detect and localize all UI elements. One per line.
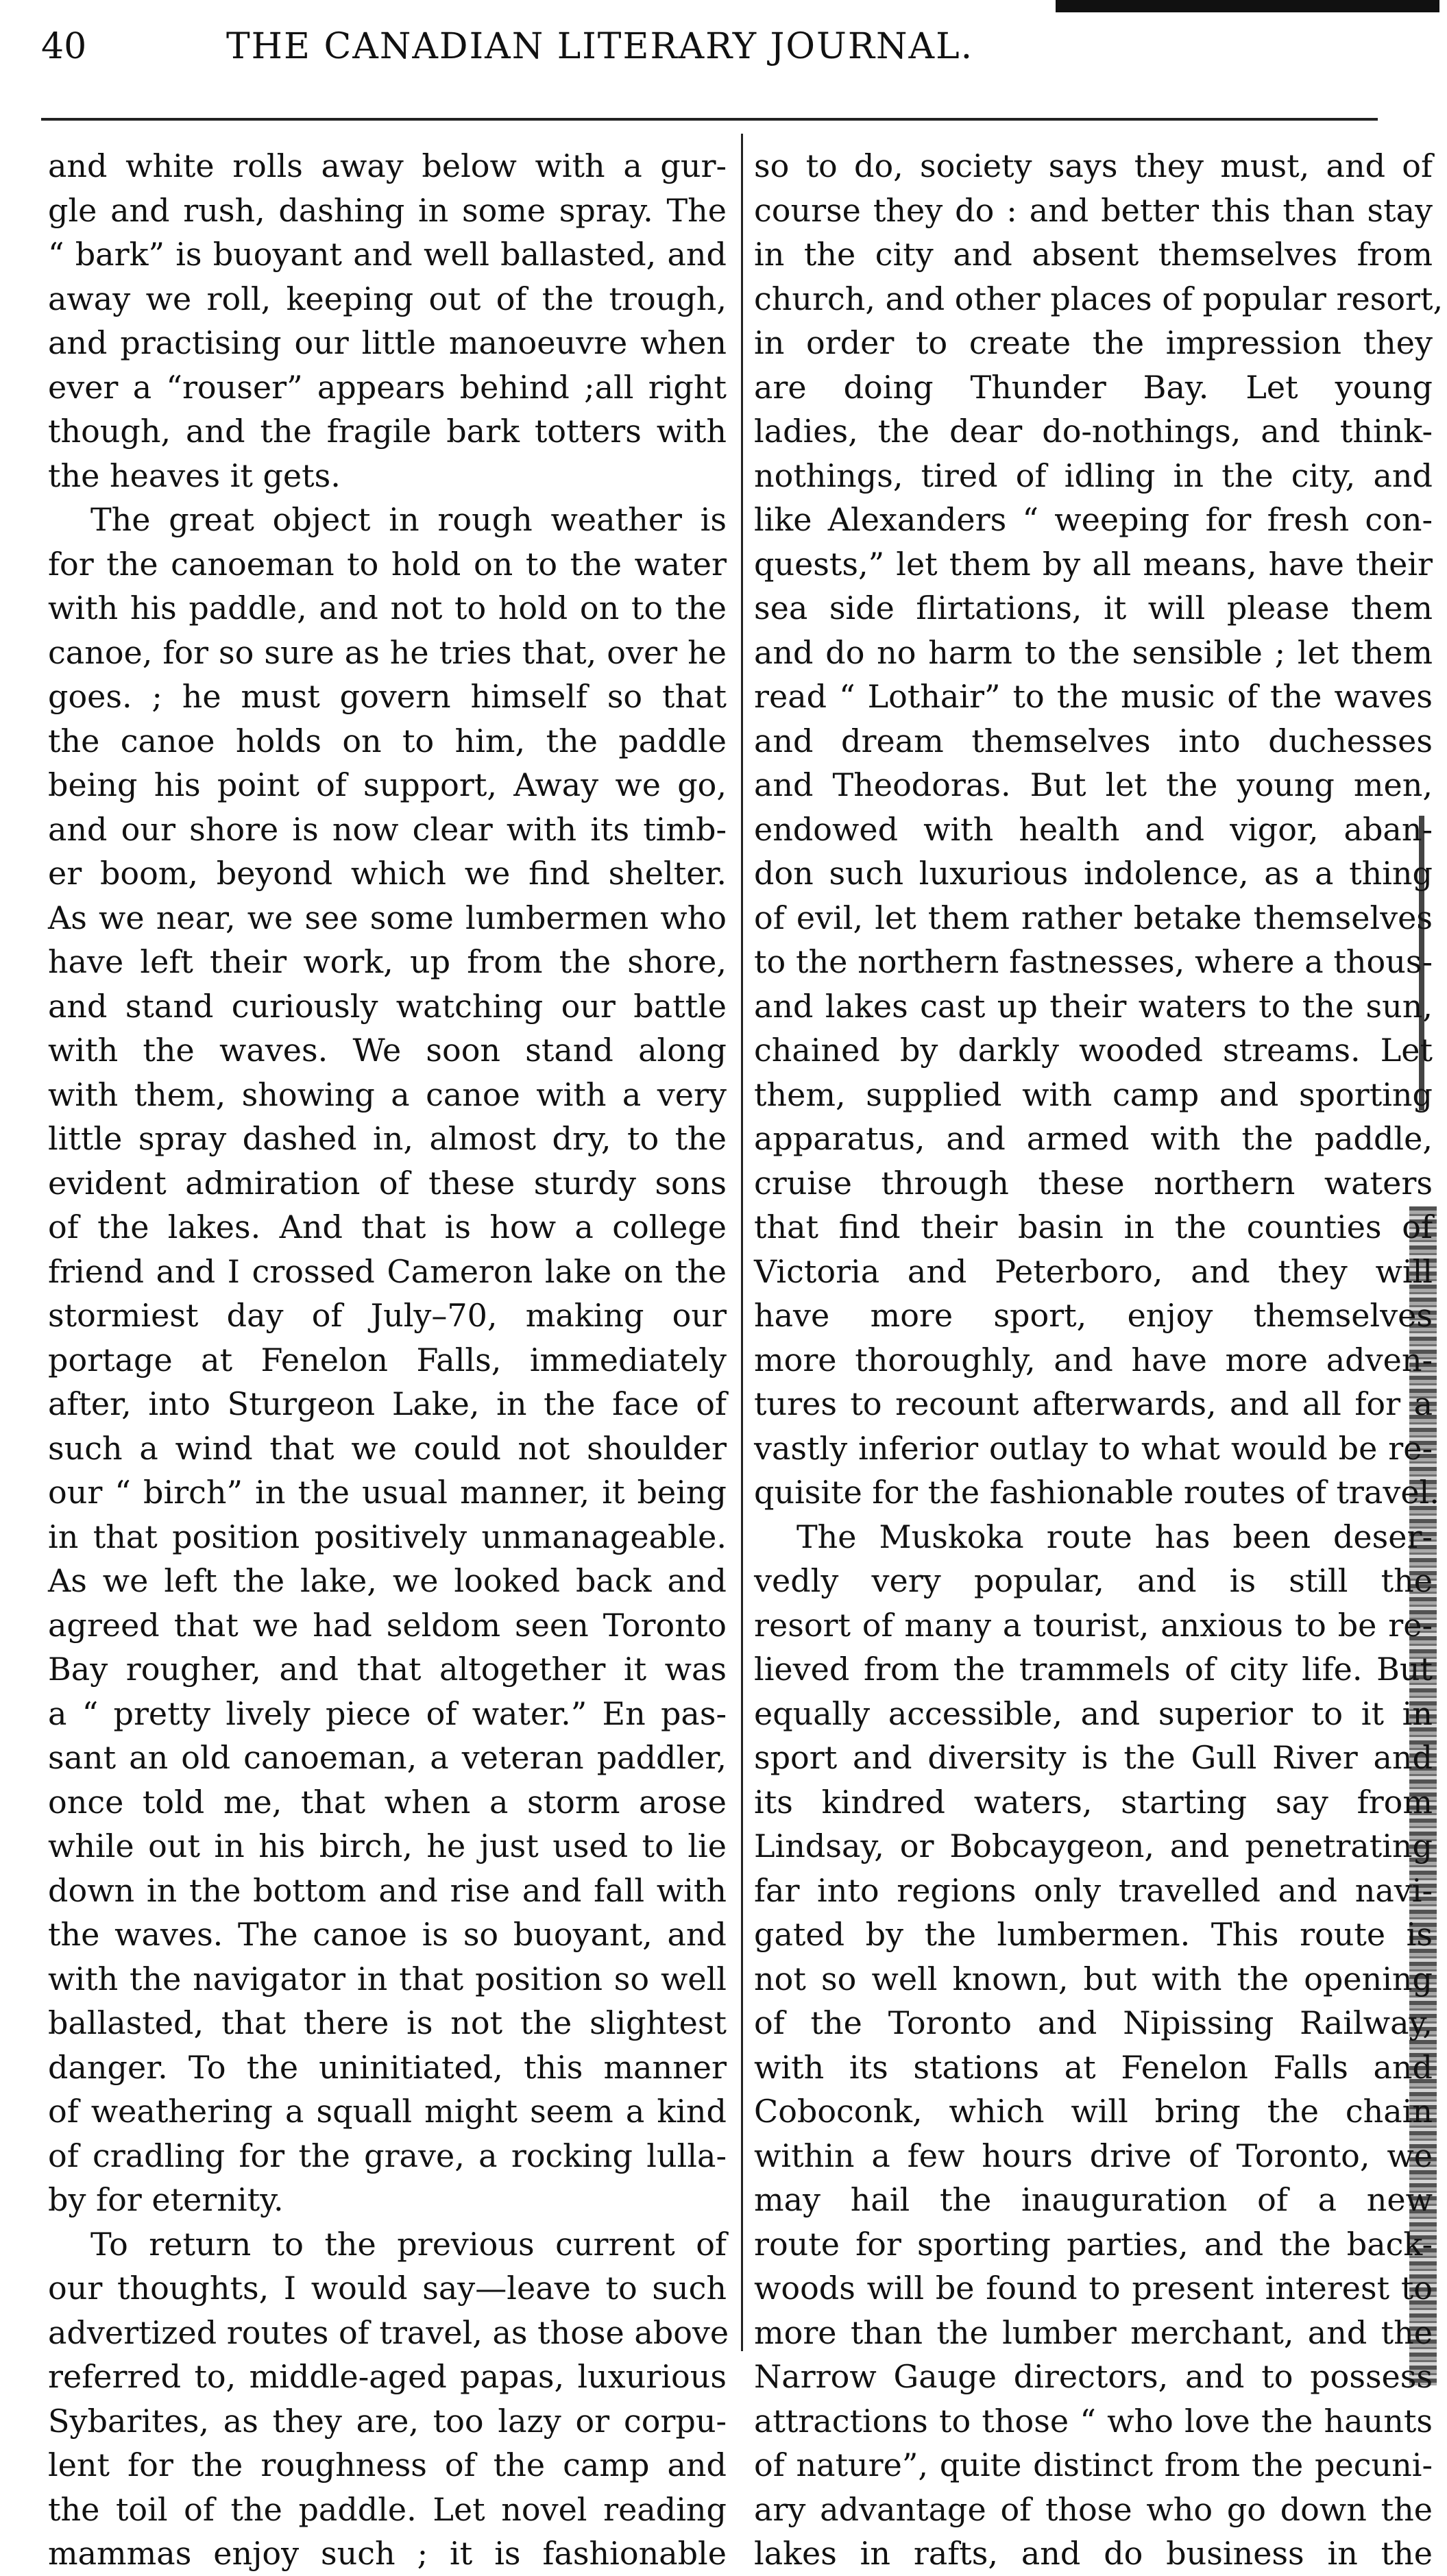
text-line: in that position positively unmanageable. <box>48 1518 727 1555</box>
text-line: to the northern fastnesses, where a thous- <box>754 943 1433 980</box>
text-line: and our shore is now clear with its timb- <box>48 810 727 848</box>
text-line: away we roll, keeping out of the trough, <box>48 280 727 317</box>
text-line: our “ birch” in the usual manner, it being <box>48 1474 727 1511</box>
text-line: little spray dashed in, almost dry, to the <box>48 1120 727 1157</box>
text-line: and white rolls away below with a gur- <box>48 147 727 184</box>
text-line: advertized routes of travel, as those above <box>48 2313 729 2351</box>
text-line: our thoughts, I would say—leave to such <box>48 2270 727 2307</box>
text-line: friend and I crossed Cameron lake on the <box>48 1252 727 1290</box>
text-line: that find their basin in the counties of <box>754 1208 1433 1246</box>
text-line: referred to, middle-aged papas, luxurious <box>48 2358 727 2395</box>
text-line: “ bark” is buoyant and well ballasted, and <box>48 236 727 273</box>
text-line: As we left the lake, we looked back and <box>48 1562 727 1599</box>
text-line: The Muskoka route has been deser- <box>797 1518 1433 1555</box>
column-rule <box>741 134 743 2351</box>
page-number: 40 <box>41 26 87 67</box>
left-column <box>48 144 727 2576</box>
text-line: within a few hours drive of Toronto, we <box>754 2137 1433 2174</box>
text-line: like Alexanders “ weeping for fresh con- <box>754 501 1433 538</box>
text-line: resort of many a tourist, anxious to be re- <box>754 1606 1433 1644</box>
text-line: by for eternity. <box>48 2181 284 2218</box>
text-line: the heaves it gets. <box>48 457 341 494</box>
text-line: attractions to those “ who love the haunts <box>754 2402 1433 2440</box>
text-line: Sybarites, as they are, too lazy or corpu- <box>48 2402 727 2440</box>
text-line: of cradling for the grave, a rocking lulla- <box>48 2137 727 2174</box>
text-line: read “ Lothair” to the music of the waves <box>754 678 1433 715</box>
text-line: once told me, that when a storm arose <box>48 1783 727 1821</box>
text-line: the waves. The canoe is so buoyant, and <box>48 1916 727 1953</box>
text-line: To return to the previous current of <box>90 2225 727 2263</box>
text-line: endowed with health and vigor, aban- <box>754 810 1433 848</box>
text-line: while out in his birch, he just used to lie <box>48 1827 727 1864</box>
text-line: agreed that we had seldom seen Toronto <box>48 1606 727 1644</box>
text-line: may hail the inauguration of a new <box>754 2181 1433 2218</box>
text-line: with its stations at Fenelon Falls and <box>754 2048 1433 2086</box>
text-line: are doing Thunder Bay. Let young <box>754 368 1433 406</box>
text-line: mammas enjoy such ; it is fashionable <box>48 2535 727 2572</box>
text-line: sport and diversity is the Gull River and <box>754 1739 1433 1776</box>
text-line: The great object in rough weather is <box>90 501 727 538</box>
top-thick-rule <box>1056 0 1439 12</box>
text-line: vastly inferior outlay to what would be re- <box>754 1429 1433 1467</box>
text-line: and dream themselves into duchesses <box>754 722 1433 760</box>
text-line: and Theodoras. But let the young men, <box>754 766 1433 803</box>
text-line: the canoe holds on to him, the paddle <box>48 722 727 760</box>
text-line: of the lakes. And that is how a college <box>48 1208 727 1246</box>
text-line: its kindred waters, starting say from <box>754 1783 1433 1821</box>
text-line: route for sporting parties, and the back- <box>754 2225 1433 2263</box>
text-line: quisite for the fashionable routes of travel. <box>754 1474 1439 1511</box>
text-line: canoe, for so sure as he tries that, over he <box>48 633 727 671</box>
text-line: with his paddle, and not to hold on to the <box>48 590 727 627</box>
text-line: tures to recount afterwards, and all for a <box>754 1385 1433 1422</box>
text-line: in order to create the impression they <box>754 324 1433 361</box>
text-line: being his point of support, Away we go, <box>48 766 727 803</box>
text-line: have left their work, up from the shore, <box>48 943 727 980</box>
text-line: lakes in rafts, and do business in the <box>754 2535 1433 2572</box>
text-line: sant an old canoeman, a veteran paddler, <box>48 1739 727 1776</box>
text-line: Victoria and Peterboro, and they will <box>754 1252 1433 1290</box>
text-line: with the navigator in that position so well <box>48 1960 727 1997</box>
text-line: in the city and absent themselves from <box>754 236 1433 273</box>
text-line: ballasted, that there is not the slightest <box>48 2004 727 2041</box>
header-rule <box>41 118 1378 121</box>
text-line: ever a “rouser” appears behind ;all right <box>48 368 727 406</box>
text-line: not so well known, but with the opening <box>754 1960 1433 1997</box>
text-line: ladies, the dear do-nothings, and think- <box>754 413 1433 450</box>
text-line: course they do : and better this than stay <box>754 191 1433 229</box>
text-line: them, supplied with camp and sporting <box>754 1076 1433 1113</box>
text-line: and do no harm to the sensible ; let them <box>754 633 1433 671</box>
running-head: THE CANADIAN LITERARY JOURNAL. <box>226 26 974 67</box>
text-line: woods will be found to present interest to <box>754 2270 1433 2307</box>
text-line: equally accessible, and superior to it in <box>754 1694 1433 1732</box>
text-line: cruise through these northern waters <box>754 1164 1433 1202</box>
text-line: and practising our little manoeuvre when <box>48 324 727 361</box>
text-line: don such luxurious indolence, as a thing <box>754 855 1433 892</box>
text-line: down in the bottom and rise and fall with <box>48 1871 727 1909</box>
text-line: portage at Fenelon Falls, immediately <box>48 1341 727 1378</box>
text-line: lieved from the trammels of city life. But <box>754 1651 1433 1688</box>
text-line: have more sport, enjoy themselves <box>754 1297 1433 1334</box>
text-line: far into regions only travelled and navi- <box>754 1871 1433 1909</box>
text-line: goes. ; he must govern himself so that <box>48 678 727 715</box>
text-line: As we near, we see some lumbermen who <box>48 899 727 936</box>
text-line: gated by the lumbermen. This route is <box>754 1916 1433 1953</box>
text-line: of weathering a squall might seem a kind <box>48 2093 727 2130</box>
text-line: so to do, society says they must, and of <box>754 147 1433 184</box>
text-line: danger. To the uninitiated, this manner <box>48 2048 727 2086</box>
text-line: Narrow Gauge directors, and to possess <box>754 2358 1433 2395</box>
right-column <box>754 144 1444 2576</box>
text-line: for the canoeman to hold on to the water <box>48 545 727 583</box>
text-line: church, and other places of popular resort, <box>754 280 1444 317</box>
text-line: and stand curiously watching our battle <box>48 987 727 1025</box>
text-line: Lindsay, or Bobcaygeon, and penetrating <box>754 1827 1433 1864</box>
text-line: more thoroughly, and have more adven- <box>754 1341 1433 1378</box>
text-line: sea side flirtations, it will please them <box>754 590 1433 627</box>
text-line: Bay rougher, and that altogether it was <box>48 1651 727 1688</box>
text-line: of evil, let them rather betake themselves <box>754 899 1433 936</box>
text-line: nothings, tired of idling in the city, and <box>754 457 1433 494</box>
text-line: er boom, beyond which we find shelter. <box>48 855 727 892</box>
text-line: evident admiration of these sturdy sons <box>48 1164 727 1202</box>
text-line: and lakes cast up their waters to the sun, <box>754 987 1433 1025</box>
text-line: Coboconk, which will bring the chain <box>754 2093 1433 2130</box>
text-line: ary advantage of those who go down the <box>754 2490 1433 2528</box>
text-line: of nature”, quite distinct from the pecuni- <box>754 2446 1433 2483</box>
text-line: though, and the fragile bark totters with <box>48 413 727 450</box>
text-line: lent for the roughness of the camp and <box>48 2446 727 2483</box>
text-line: the toil of the paddle. Let novel reading <box>48 2490 727 2528</box>
text-line: gle and rush, dashing in some spray. The <box>48 191 727 229</box>
text-line: with the waves. We soon stand along <box>48 1032 727 1069</box>
text-line: chained by darkly wooded streams. Let <box>754 1032 1433 1069</box>
text-line: of the Toronto and Nipissing Railway, <box>754 2004 1433 2041</box>
text-line: stormiest day of July–70, making our <box>48 1297 727 1334</box>
text-line: apparatus, and armed with the paddle, <box>754 1120 1433 1157</box>
text-line: such a wind that we could not shoulder <box>48 1429 727 1467</box>
text-line: with them, showing a canoe with a very <box>48 1076 727 1113</box>
text-line: after, into Sturgeon Lake, in the face of <box>48 1385 727 1422</box>
text-line: quests,” let them by all means, have their <box>754 545 1433 583</box>
text-line: a “ pretty lively piece of water.” En pas- <box>48 1694 727 1732</box>
text-line: vedly very popular, and is still the <box>754 1562 1433 1599</box>
text-line: more than the lumber merchant, and the <box>754 2313 1433 2351</box>
